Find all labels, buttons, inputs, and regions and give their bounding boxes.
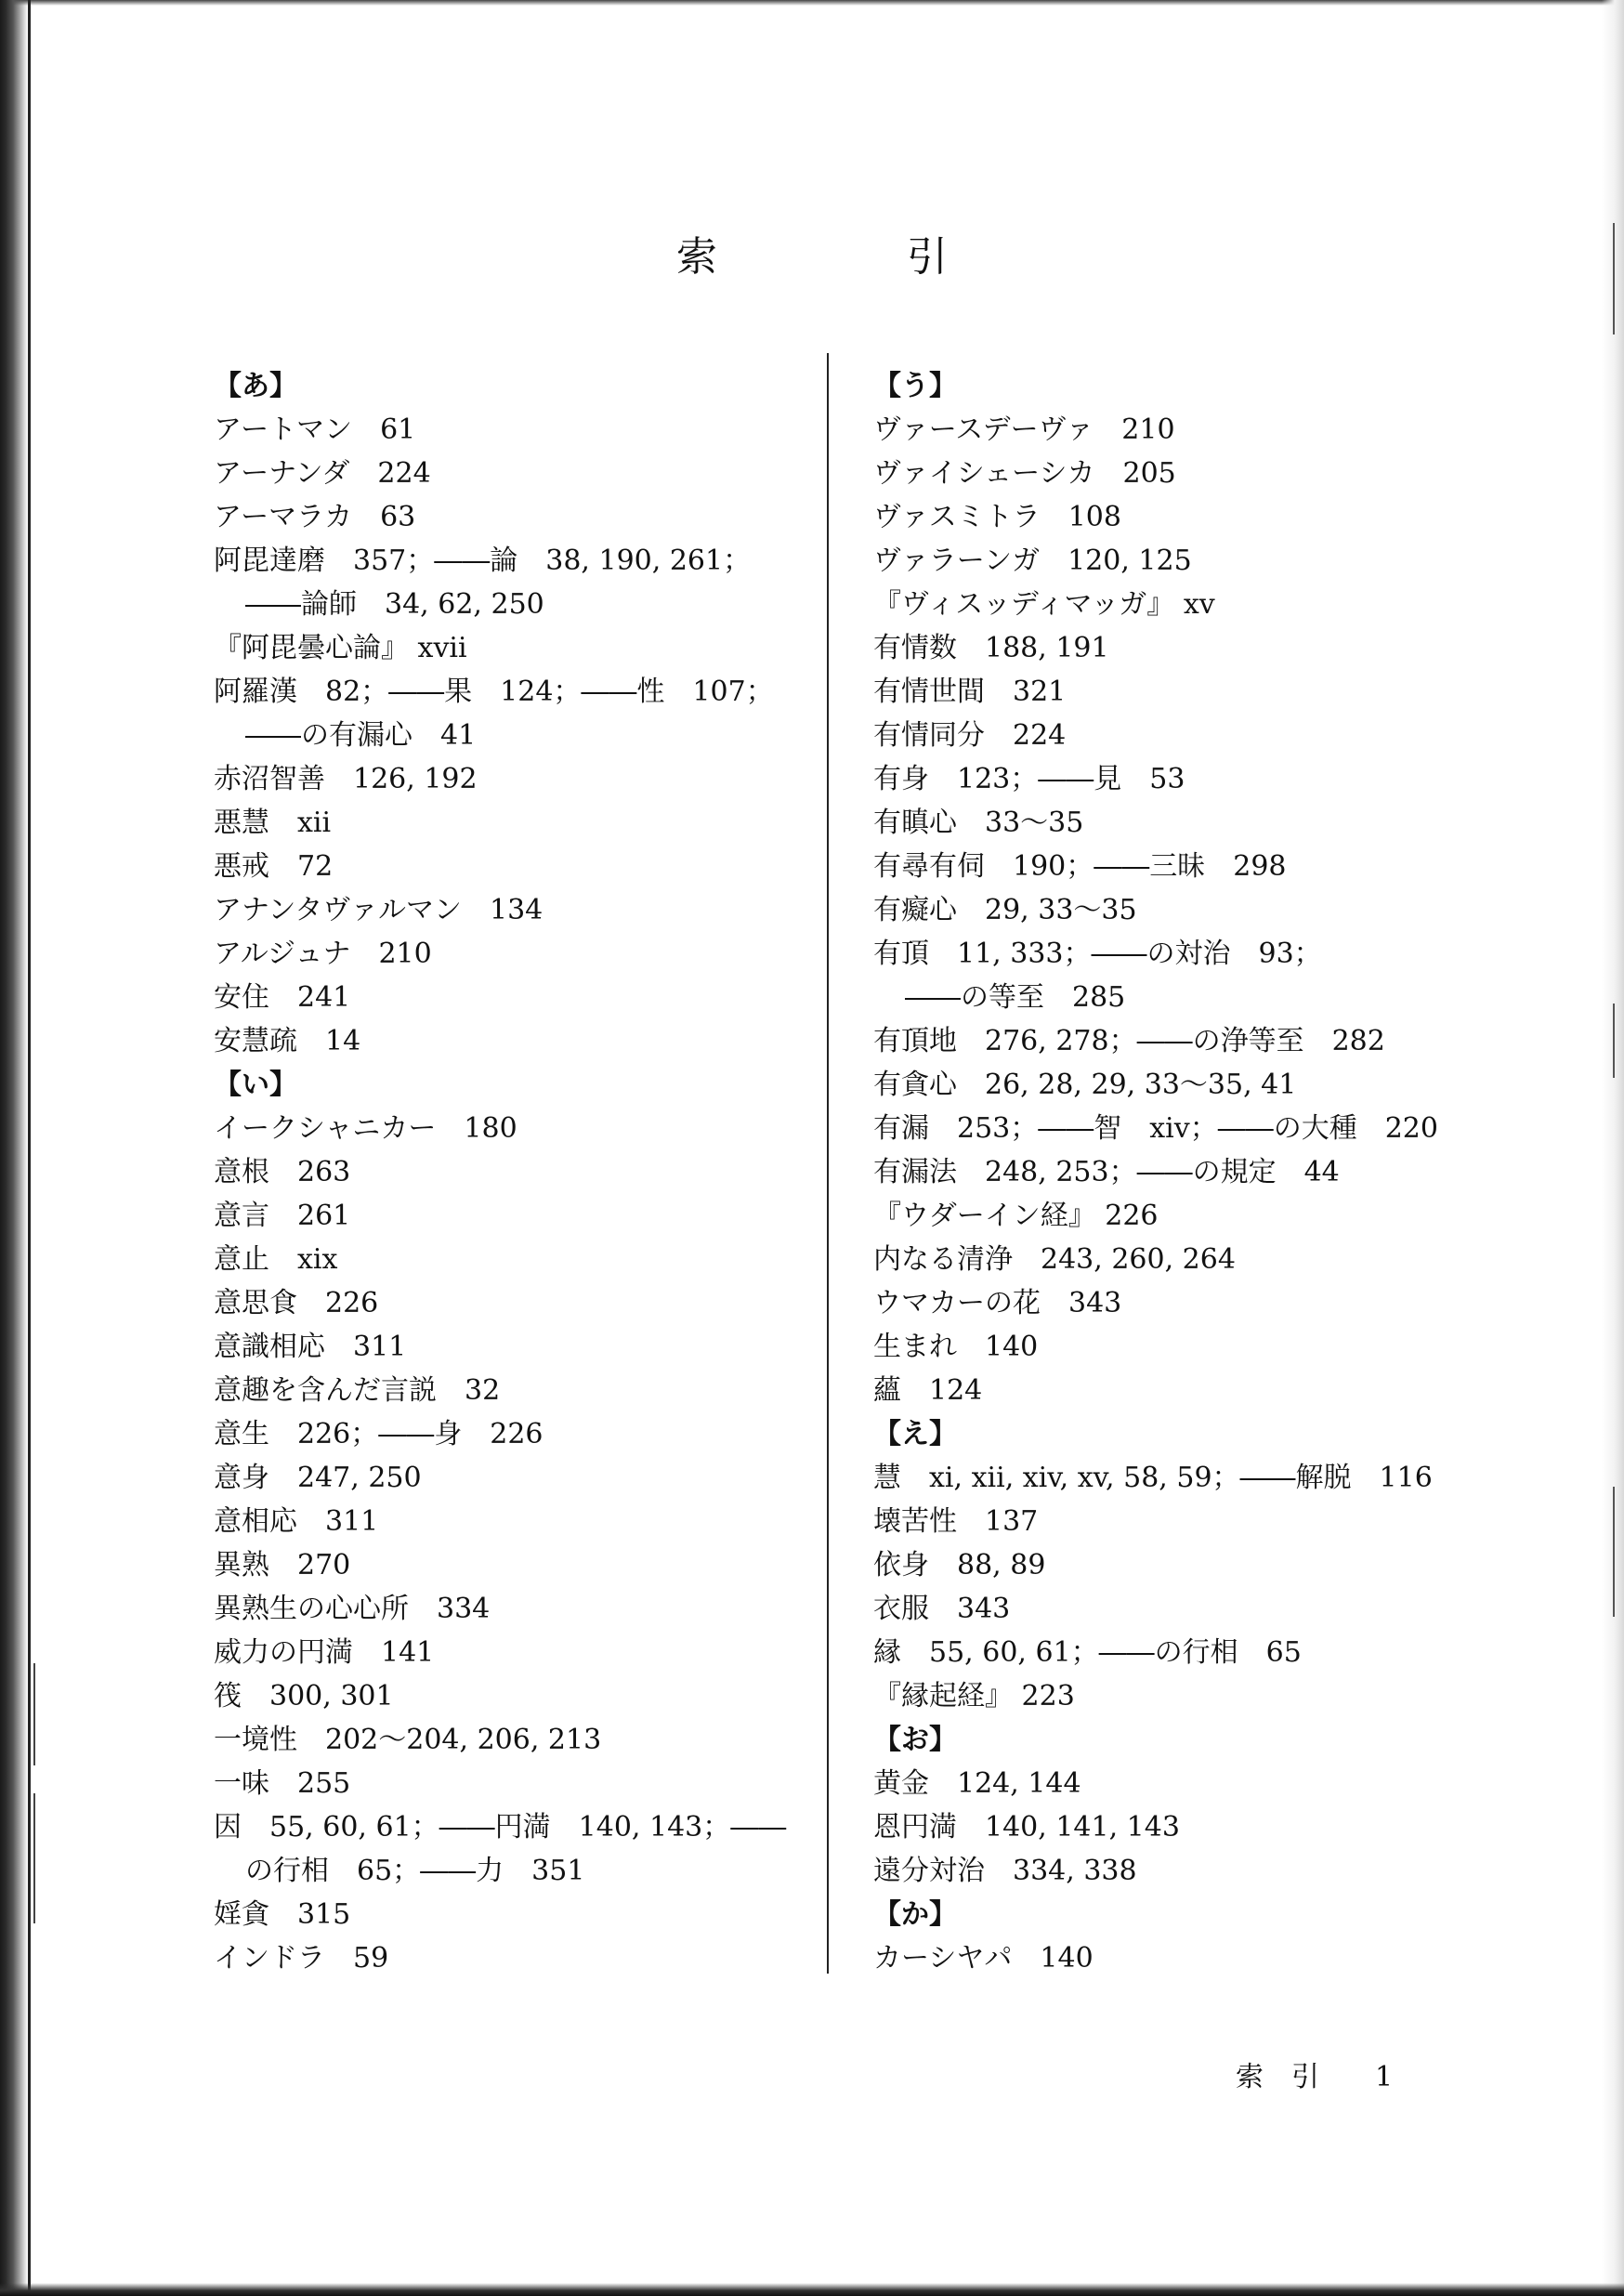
index-entry: 有頂地 276, 278；――の浄等至 282 [873,1025,1385,1057]
index-entry: 有貪心 26, 28, 29, 33～35, 41 [873,1069,1297,1101]
index-entry: 一味 255 [214,1767,351,1800]
index-entry: 意思食 226 [214,1287,379,1319]
index-entry: アナンタヴァルマン 134 [214,894,544,926]
index-entry: 有身 123；――見 53 [873,763,1185,795]
index-entry: ウマカーの花 343 [873,1287,1122,1319]
index-entry: 悪戒 72 [214,850,334,883]
index-entry: 一境性 202～204, 206, 213 [214,1724,602,1756]
index-entry: 異熟 270 [214,1549,351,1581]
index-entry: 黄金 124, 144 [873,1767,1081,1800]
index-entry: 阿毘達磨 357；――論 38, 190, 261； [214,544,752,577]
index-entry: 安慧疏 14 [214,1025,361,1057]
index-entry: 因 55, 60, 61；――円満 140, 143；―― [214,1811,787,1843]
index-entry: アーナンダ 224 [214,457,431,490]
index-entry: 有尋有伺 190；――三昧 298 [873,850,1287,883]
index-entry: 生まれ 140 [873,1331,1039,1363]
scan-edge-left [0,0,28,2296]
scan-edge-left-line [28,0,31,2296]
index-entry: 意止 xix [214,1243,338,1276]
scan-artifact [1613,1487,1615,1617]
index-entry: アルジュナ 210 [214,938,432,970]
index-entry: アーマラカ 63 [214,501,416,533]
page-footer [1236,2053,1393,2094]
scan-edge-top [0,0,1624,6]
scan-artifact [33,1793,35,1923]
index-entry: 意根 263 [214,1156,351,1188]
index-entry: 遠分対治 334, 338 [873,1855,1137,1887]
index-entry: カーシヤパ 140 [873,1942,1094,1975]
index-entry-continuation: ――論師 34, 62, 250 [245,588,544,621]
index-entry: 赤沼智善 126, 192 [214,763,478,795]
index-entry: 有瞋心 33～35 [873,807,1084,839]
index-entry: 阿羅漢 82；――果 124；――性 107； [214,676,774,708]
index-entry: ヴァスミトラ 108 [873,501,1121,533]
index-entry: 異熟生の心心所 334 [214,1593,491,1625]
scan-artifact [33,1663,35,1765]
index-entry: 縁 55, 60, 61；――の行相 65 [873,1636,1302,1669]
index-entry: 意相応 311 [214,1505,379,1538]
index-entry: 婬貪 315 [214,1898,351,1931]
index-entry: 内なる清浄 243, 260, 264 [873,1243,1236,1276]
index-entry: 衣服 343 [873,1593,1011,1625]
index-entry: 有頂 11, 333；――の対治 93； [873,938,1322,970]
scan-artifact [1613,1004,1615,1078]
index-entry: アートマン 61 [214,413,416,446]
section-heading: 【か】 [873,1898,957,1931]
index-entry: 悪慧 xii [214,807,332,839]
column-divider [827,353,829,1974]
index-entry: 蘊 124 [873,1374,983,1407]
index-entry: イークシャニカー 180 [214,1112,517,1145]
index-entry: 有情同分 224 [873,719,1067,752]
index-entry: 『阿毘曇心論』 xvii [214,632,467,664]
index-entry: インドラ 59 [214,1942,389,1975]
index-entry: 意趣を含んだ言説 32 [214,1374,501,1407]
index-column-left [214,364,808,1980]
index-entry: 威力の円満 141 [214,1636,435,1669]
footer-label: 索 引 [1236,2061,1319,2093]
index-entry-continuation: ――の等至 285 [905,981,1126,1014]
index-entry: ヴァイシェーシカ 205 [873,457,1176,490]
page-number: 1 [1375,2061,1394,2093]
index-entry: 依身 88, 89 [873,1549,1046,1581]
index-entry: 有漏 253；――智 xiv；――の大種 220 [873,1112,1438,1145]
index-entry: 筏 300, 301 [214,1680,394,1712]
index-entry: 『縁起経』 223 [873,1680,1075,1712]
index-entry: 『ヴィスッディマッガ』 xv [873,588,1215,621]
index-entry: 有情数 188, 191 [873,632,1109,664]
index-column-right [873,364,1505,1980]
index-entry: ヴァースデーヴァ 210 [873,413,1175,446]
index-entry: 有漏法 248, 253；――の規定 44 [873,1156,1340,1188]
index-entry: 意言 261 [214,1200,351,1232]
section-heading: 【え】 [873,1418,957,1450]
page-title: 索 引 [676,233,1022,281]
index-entry: ヴァラーンガ 120, 125 [873,544,1192,577]
index-entry: 意生 226；――身 226 [214,1418,544,1450]
index-entry: 意識相応 311 [214,1331,407,1363]
index-entry: 慧 xi, xii, xiv, xv, 58, 59；――解脱 116 [873,1462,1433,1494]
index-entry: 有情世間 321 [873,676,1067,708]
index-entry: 意身 247, 250 [214,1462,422,1494]
index-entry-continuation: の行相 65；――力 351 [245,1855,585,1887]
section-heading: 【あ】 [214,370,297,402]
index-entry: 壊苦性 137 [873,1505,1039,1538]
section-heading: 【う】 [873,370,957,402]
index-entry: 安住 241 [214,981,351,1014]
section-heading: 【お】 [873,1724,957,1756]
index-entry: 恩円満 140, 141, 143 [873,1811,1180,1843]
scan-edge-right [1602,0,1624,2296]
section-heading: 【い】 [214,1069,297,1101]
index-entry: 『ウダーイン経』 226 [873,1200,1159,1232]
scan-edge-bottom [0,2283,1624,2296]
index-entry-continuation: ――の有漏心 41 [245,719,477,752]
index-entry: 有癡心 29, 33～35 [873,894,1137,926]
